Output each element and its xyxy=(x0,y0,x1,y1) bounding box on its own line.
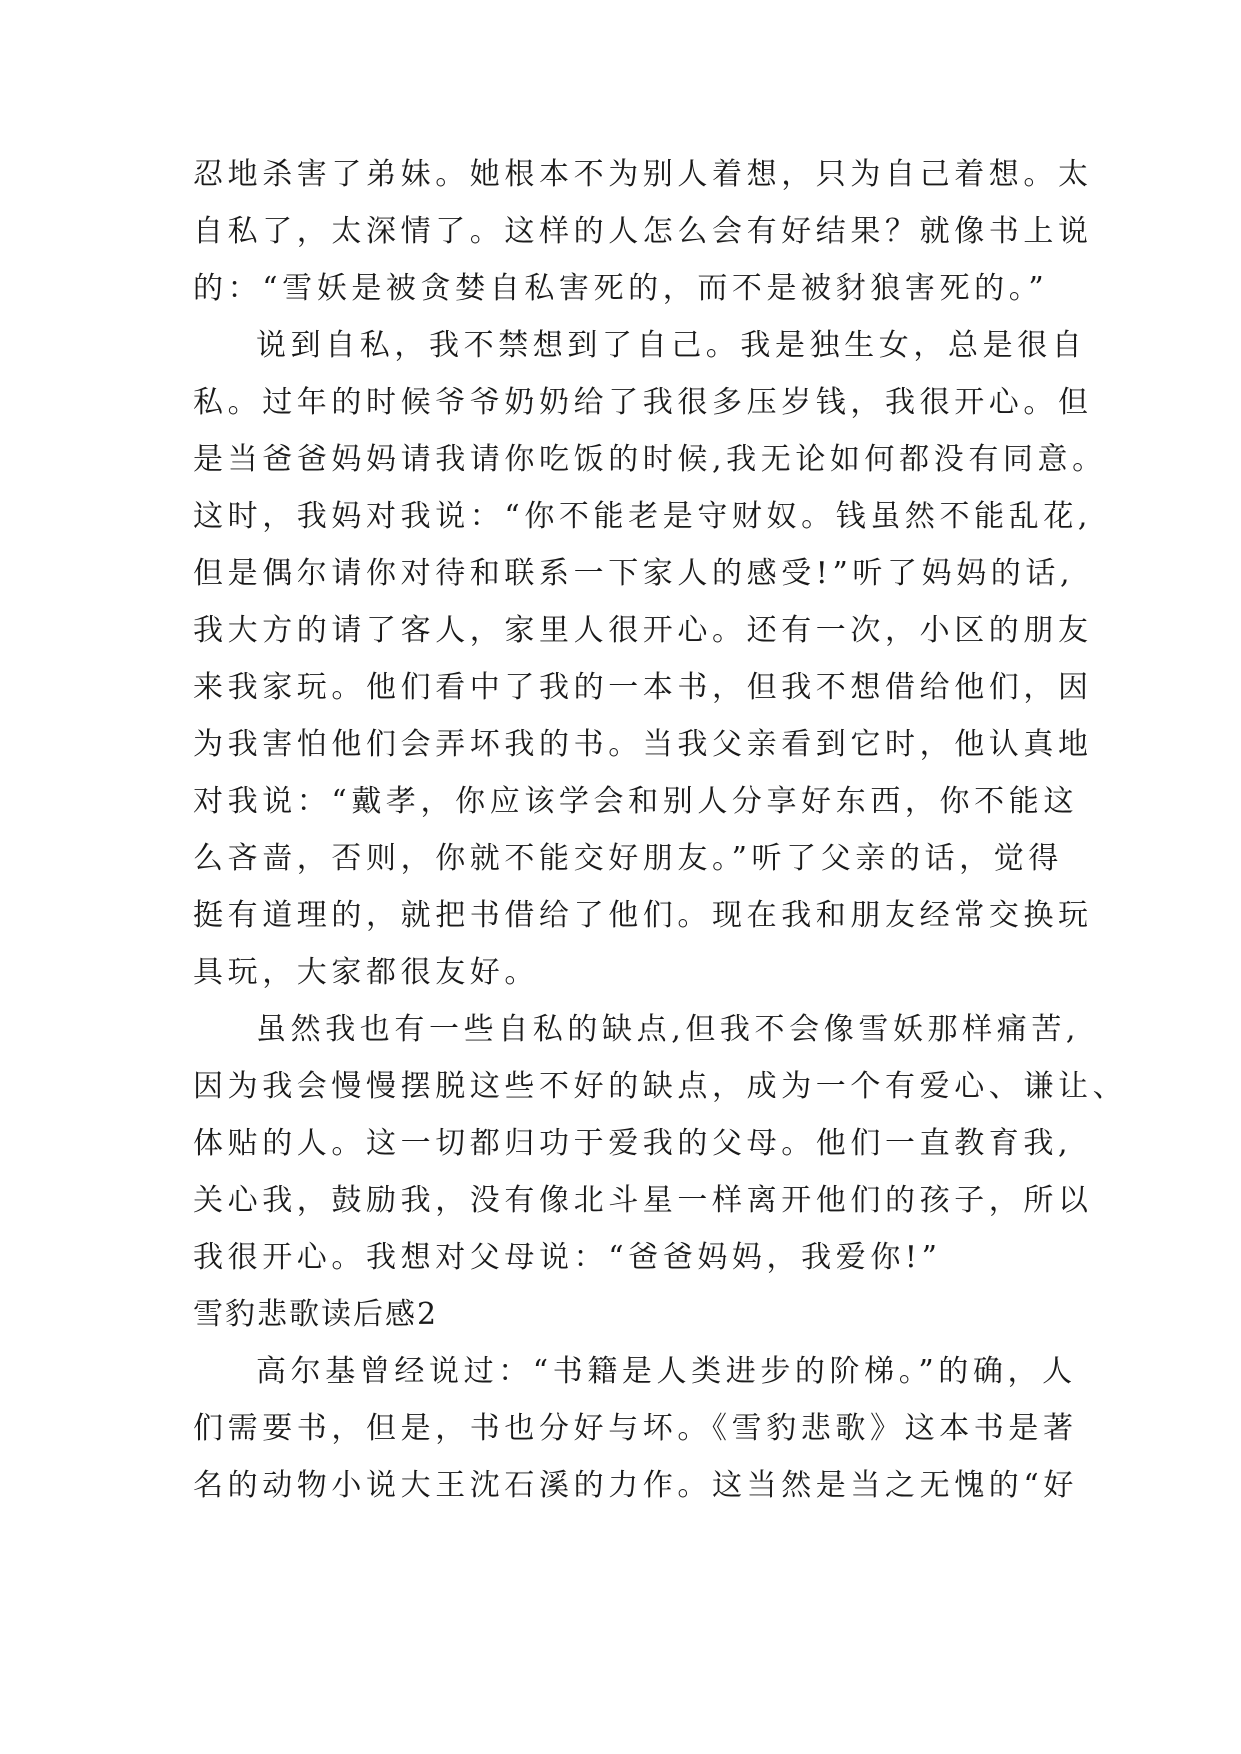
body-text-line: 是当爸爸妈妈请我请你吃饭的时候,我无论如何都没有同意。 xyxy=(193,442,1107,477)
body-text-line: 体贴的人。这一切都归功于爱我的父母。他们一直教育我, xyxy=(193,1126,1073,1161)
body-text-line: 挺有道理的，就把书借给了他们。现在我和朋友经常交换玩 xyxy=(193,898,1093,933)
body-text-line: 这时，我妈对我说：“你不能老是守财奴。钱虽然不能乱花, xyxy=(193,499,1093,534)
body-text-line: 但是偶尔请你对待和联系一下家人的感受!”听了妈妈的话, xyxy=(193,556,1075,591)
body-text-line: 我很开心。我想对父母说：“爸爸妈妈，我爱你!” xyxy=(193,1240,942,1275)
body-text-line: 自私了，太深情了。这样的人怎么会有好结果？就像书上说 xyxy=(193,214,1093,249)
body-text-line: 因为我会慢慢摆脱这些不好的缺点，成为一个有爱心、谦让、 xyxy=(193,1069,1128,1104)
body-text-line: 我大方的请了客人，家里人很开心。还有一次，小区的朋友 xyxy=(193,613,1093,648)
body-text-line: 对我说：“戴孝，你应该学会和别人分享好东西，你不能这 xyxy=(193,784,1078,819)
body-text-line: 么吝啬，否则，你就不能交好朋友。”听了父亲的话，觉得 xyxy=(193,841,1063,876)
body-text-line: 们需要书，但是，书也分好与坏。《雪豹悲歌》这本书是著 xyxy=(193,1411,1078,1446)
body-text-line: 的：“雪妖是被贪婪自私害死的，而不是被豺狼害死的。” xyxy=(193,271,1049,306)
body-text-line: 名的动物小说大王沈石溪的力作。这当然是当之无愧的“好 xyxy=(193,1468,1078,1503)
section-heading: 雪豹悲歌读后感2 xyxy=(193,1297,439,1332)
paragraph-first-line: 高尔基曾经说过：“书籍是人类进步的阶梯。”的确，人 xyxy=(256,1354,1077,1389)
body-text-line: 为我害怕他们会弄坏我的书。当我父亲看到它时，他认真地 xyxy=(193,727,1093,762)
body-text-line: 私。过年的时候爷爷奶奶给了我很多压岁钱，我很开心。但 xyxy=(193,385,1093,420)
paragraph-first-line: 说到自私，我不禁想到了自己。我是独生女，总是很自 xyxy=(256,328,1087,363)
body-text-line: 具玩，大家都很友好。 xyxy=(193,955,539,990)
paragraph-first-line: 虽然我也有一些自私的缺点,但我不会像雪妖那样痛苦, xyxy=(256,1012,1081,1047)
body-text-line: 来我家玩。他们看中了我的一本书，但我不想借给他们，因 xyxy=(193,670,1093,705)
body-text-line: 关心我，鼓励我，没有像北斗星一样离开他们的孩子，所以 xyxy=(193,1183,1093,1218)
body-text-line: 忍地杀害了弟妹。她根本不为别人着想，只为自己着想。太 xyxy=(193,157,1093,192)
